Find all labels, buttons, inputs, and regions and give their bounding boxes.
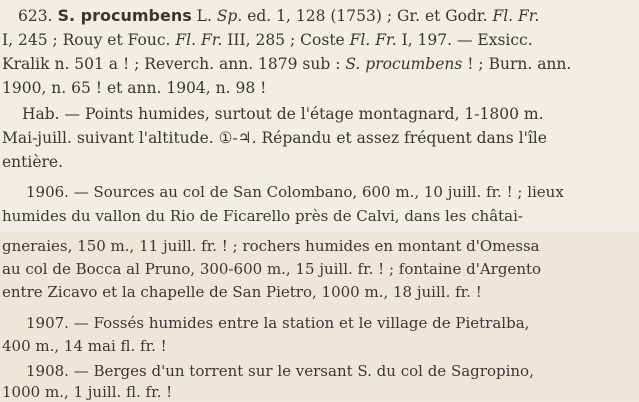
year-1907-line-2: 400 m., 14 mai fl. fr. !: [2, 337, 167, 355]
entry-line-1: [18, 6, 539, 26]
entry-line-1-fl: Fl. Fr.: [492, 7, 540, 25]
entry-line-2-fl-1: Fl. Fr.: [175, 31, 223, 49]
habitat-line-1: Hab. — Points humides, surtout de l'étage montagnard, 1-1800 m.: [22, 105, 544, 123]
species-name: S. procumbens: [57, 6, 192, 25]
year-1906-line-2: humides du vallon du Rio de Ficarello près de Calvi, dans les châtai-: [2, 207, 523, 225]
entry-line-2: [2, 30, 533, 50]
year-1906-line-3: gneraies, 150 m., 11 juill. fr. ! ; rochers humides en montant d'Omessa: [2, 237, 540, 255]
entry-line-4: 1900, n. 65 ! et ann. 1904, n. 98 !: [2, 79, 267, 97]
year-1906-line-5: entre Zicavo et la chapelle de San Pietro, 1000 m., 18 juill. fr. !: [2, 283, 482, 301]
year-1906-line-1: 1906. — Sources au col de San Colombano, 600 m., 10 juill. fr. ! ; lieux: [26, 183, 564, 201]
habitat-line-3: entière.: [2, 153, 64, 171]
entry-line-2-text-a: I, 245 ; Rouy et Fouc.: [2, 31, 176, 49]
entry-line-1-sp: Sp.: [216, 7, 243, 25]
entry-number: 623.: [18, 7, 53, 25]
year-1908-line-1: 1908. — Berges d'un torrent sur le versant S. du col de Sagropino,: [26, 362, 534, 380]
entry-line-2-text-c: I, 197. — Exsicc.: [396, 31, 533, 49]
entry-line-3-species: S. procumbens: [345, 55, 463, 73]
entry-line-3-text-a: Kralik n. 501 a ! ; Reverch. ann. 1879 sub :: [2, 55, 346, 73]
entry-line-1-text-b: ed. 1, 128 (1753) ; Gr. et Godr.: [242, 7, 493, 25]
entry-line-3: [2, 54, 571, 74]
year-1907-line-1: 1907. — Fossés humides entre la station et le village de Pietralba,: [26, 314, 530, 332]
entry-line-2-fl-2: Fl. Fr.: [349, 31, 397, 49]
habitat-line-2: Mai-juill. suivant l'altitude. ①-♃. Répandu et assez fréquent dans l'île: [2, 129, 547, 147]
year-1906-line-4: au col de Bocca al Pruno, 300-600 m., 15 juill. fr. ! ; fontaine d'Argento: [2, 260, 542, 278]
year-1908-line-2: 1000 m., 1 juill. fl. fr. !: [2, 383, 173, 401]
entry-line-2-text-b: III, 285 ; Coste: [222, 31, 350, 49]
entry-line-1-text-a: L.: [191, 7, 217, 25]
entry-line-3-text-b: ! ; Burn. ann.: [462, 55, 572, 73]
